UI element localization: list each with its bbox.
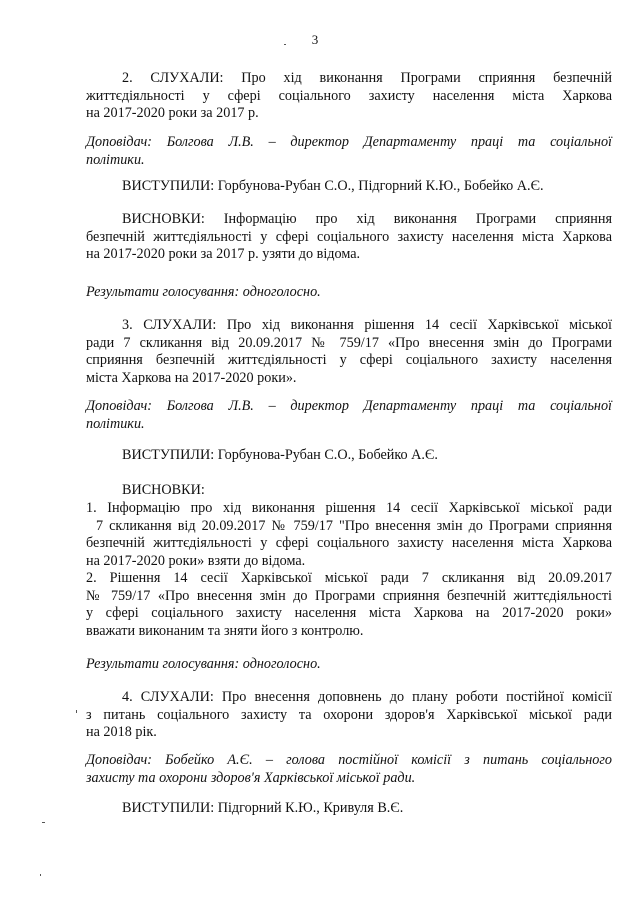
item4-speaker: Доповідач: Бобейко А.Є. – голова постійної комісії з питань соціального захисту та охорони здоров'я Харківської міської ради. [86,752,612,786]
item3-vote: Результати голосування: одноголосно. [86,656,321,672]
item3-conclusions-title: ВИСНОВКИ: [122,482,205,498]
item2-vote: Результати голосування: одноголосно. [86,284,321,300]
item3-spoke: ВИСТУПИЛИ: Горбунова-Рубан С.О., Бобейко А.Є. [122,447,438,463]
item3-heard: 3. СЛУХАЛИ: Про хід виконання рішення 14 сесії Харківської міської ради 7 скликання від 20.09.2017 № 759/17 «Про внесення змін до Програми сприяння безпечній життєдіяльності у сфері соціального захисту населення міста Харкова на 2017-2020 роки». [86,317,612,386]
scan-speck [284,44,286,45]
scan-speck [42,822,45,823]
item2-spoke: ВИСТУПИЛИ: Горбунова-Рубан С.О., Підгорний К.Ю., Бобейко А.Є. [122,178,544,194]
item2-speaker: Доповідач: Болгова Л.В. – директор Департаменту праці та соціальної політики. [86,134,612,168]
item2-conclusions: ВИСНОВКИ: Інформацію про хід виконання Програми сприяння безпечній життєдіяльності у сфері соціального захисту населення міста Харкова на 2017-2020 роки за 2017 р. узяти до відома. [86,211,612,262]
item4-spoke: ВИСТУПИЛИ: Підгорний К.Ю., Кривуля В.Є. [122,800,404,816]
item4-heard: 4. СЛУХАЛИ: Про внесення доповнень до плану роботи постійної комісії з питань соціального захисту та охорони здоров'я Харківської міської ради на 2018 рік. [86,689,612,740]
scan-speck [76,710,77,713]
item3-conclusion-1: 1. Інформацію про хід виконання рішення 14 сесії Харківської міської ради 7 скликання від 20.09.2017 № 759/17 "Про внесення змін до Програми сприяння безпечній життєдіяльності у сфері соціального захисту населення міста Харкова на 2017-2020 роки» взяти до відома. [86,500,612,569]
item2-heard: 2. СЛУХАЛИ: Про хід виконання Програми сприяння безпечній життєдіяльності у сфері соціального захисту населення міста Харкова на 2017-2020 роки за 2017 р. [86,70,612,121]
page-number: 3 [311,32,319,47]
item3-speaker: Доповідач: Болгова Л.В. – директор Департаменту праці та соціальної політики. [86,398,612,432]
scan-speck [40,874,41,876]
item3-conclusion-2: 2. Рішення 14 сесії Харківської міської ради 7 скликання від 20.09.2017 № 759/17 «Про внесення змін до Програми сприяння безпечній життєдіяльності у сфері соціального захисту населення міста Харкова на 2017-2020 роки» вважати виконаним та зняти його з контролю. [86,570,612,639]
